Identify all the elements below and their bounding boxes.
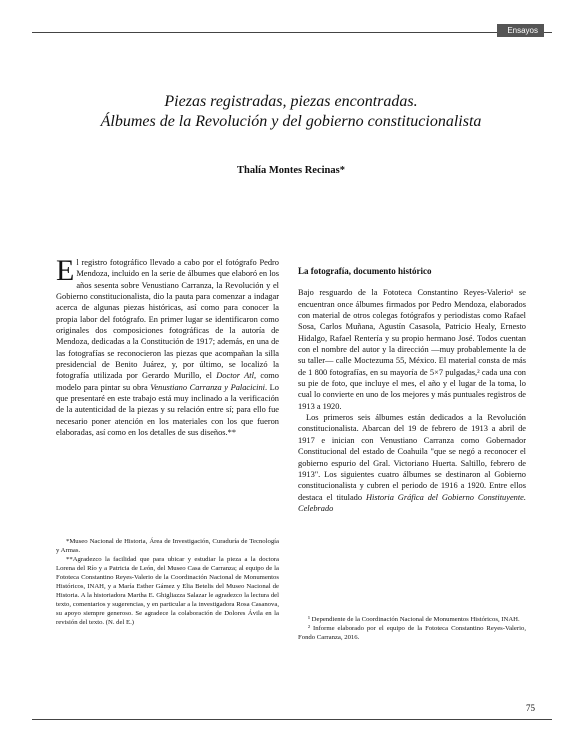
body-paragraph-1: Bajo resguardo de la Fototeca Constantino Reyes-Valerio¹ se encuentran once álbumes firmados por Pedro Mendoza, elaborados con material de otros colegas fotógrafos y periodistas como Rafael Sosa, Carlos Muñana, Agustín Casasola, Patricio Healy, Ernesto Hidalgo, Rafael Rentería y su propio hermano José. Todos cuentan con el nombre del autor y la dirección —muy probablemente la de su taller— calle Moctezuma 55, México. El material consta de más de 1 800 fotografías, en su mayoría de 5×7 pulgadas,² cada una con su pie de foto, que incluye el mes, el año y el lugar de la toma, lo cual lo convierte en uno de los mejores y más puntuales registros de 1913 a 1920. xyxy=(298,288,526,411)
footnote-1: ¹ Dependiente de la Coordinación Nacional de Monumentos Históricos, INAH. xyxy=(308,616,520,623)
left-column xyxy=(56,254,279,439)
left-footnotes xyxy=(56,537,279,627)
drop-cap: E xyxy=(56,254,75,287)
article-title-line1: Piezas registradas, piezas encontradas. xyxy=(164,93,418,110)
author-name: Thalía Montes Recinas* xyxy=(237,165,345,176)
header-rule xyxy=(32,32,552,33)
footnote-2: ² Informe elaborado por el equipo de la Fototeca Constantino Reyes-Valerio, Fondo Carranza, 2016. xyxy=(298,625,526,641)
intro-paragraph: El registro fotográfico llevado a cabo por el fotógrafo Pedro Mendoza, incluido en la serie de álbumes que elaboró en los años sesenta sobre Venustiano Carranza, la Revolución y el Gobierno constitucionalista, dio la pauta para comenzar a indagar acerca de algunas piezas históricas, así como para conocer la propia labor del fotógrafo. En primer lugar se identificaron como originales dos composiciones fotográficas de la autoría de Mendoza, dedicadas a la Constitución de 1917; además, en una de las fotografías se reconocieron las piezas que acompañan la silla presidencial de Benito Juárez, y, por último, se localizó la fotografía utilizada por Gerardo Murillo, el Doctor Atl, como modelo para pintar su obra Venustiano Carranza y Palacicini. Lo que presentaré en este trabajo está muy inclinado a la verificación de la autenticidad de la piezas y su relación entre sí; para ello fue necesario poner atención en los materiales con los que fueron elaboradas, así como en los detalles de sus diseños.** xyxy=(56,254,279,438)
article-title-line2: Álbumes de la Revolución y del gobierno constitucionalista xyxy=(100,113,482,130)
right-footnotes xyxy=(298,615,526,642)
page-number: 75 xyxy=(526,703,535,713)
footer-rule xyxy=(32,719,552,720)
footnote-acknowledgements: **Agradezco la facilidad que para ubicar y estudiar la pieza a la doctora Lorena del Río y a Patricia de León, del Museo Casa de Carranza; al equipo de la Fototeca Constantino Reyes-Valerio de la Coordinación Nacional de Monumentos Históricos, INAH, y a María Esther Gámez y Elia Betelis del Museo Nacional de Historia. A la historiadora Martha E. Ghigliazza Salazar le agradezco la lectura del texto, comentarios y sugerencias, y en particular a la investigadora Rosa Casanova, su apoyo siempre generoso. Se agradece la colaboración de Dolores Ávila en la revisión del texto. (N. del E.) xyxy=(56,556,279,626)
footnote-affiliation: *Museo Nacional de Historia, Área de Investigación, Curaduría de Tecnología y Armas. xyxy=(56,538,279,554)
section-label: Ensayos xyxy=(497,24,544,37)
body-paragraph-2: Los primeros seis álbumes están dedicados a la Revolución constitucionalista. Abarcan del 19 de febrero de 1913 a abril de 1917 e inician con Venustiano Carranza como Gobernador Constitucional del estado de Coahuila "que se negó a reconocer el gobierno espurio del Gral. Victoriano Huerta. Saltillo, febrero de 1913". Los siguientes cuatro álbumes se destinaron al Gobierno constitucionalista y cubren el periodo de 1916 a 1920. Entre ellos destaca el titulado Historia Gráfica del Gobierno Constituyente. Celebrado xyxy=(298,413,526,513)
right-column xyxy=(298,266,526,514)
section-heading: La fotografía, documento histórico xyxy=(298,266,432,276)
